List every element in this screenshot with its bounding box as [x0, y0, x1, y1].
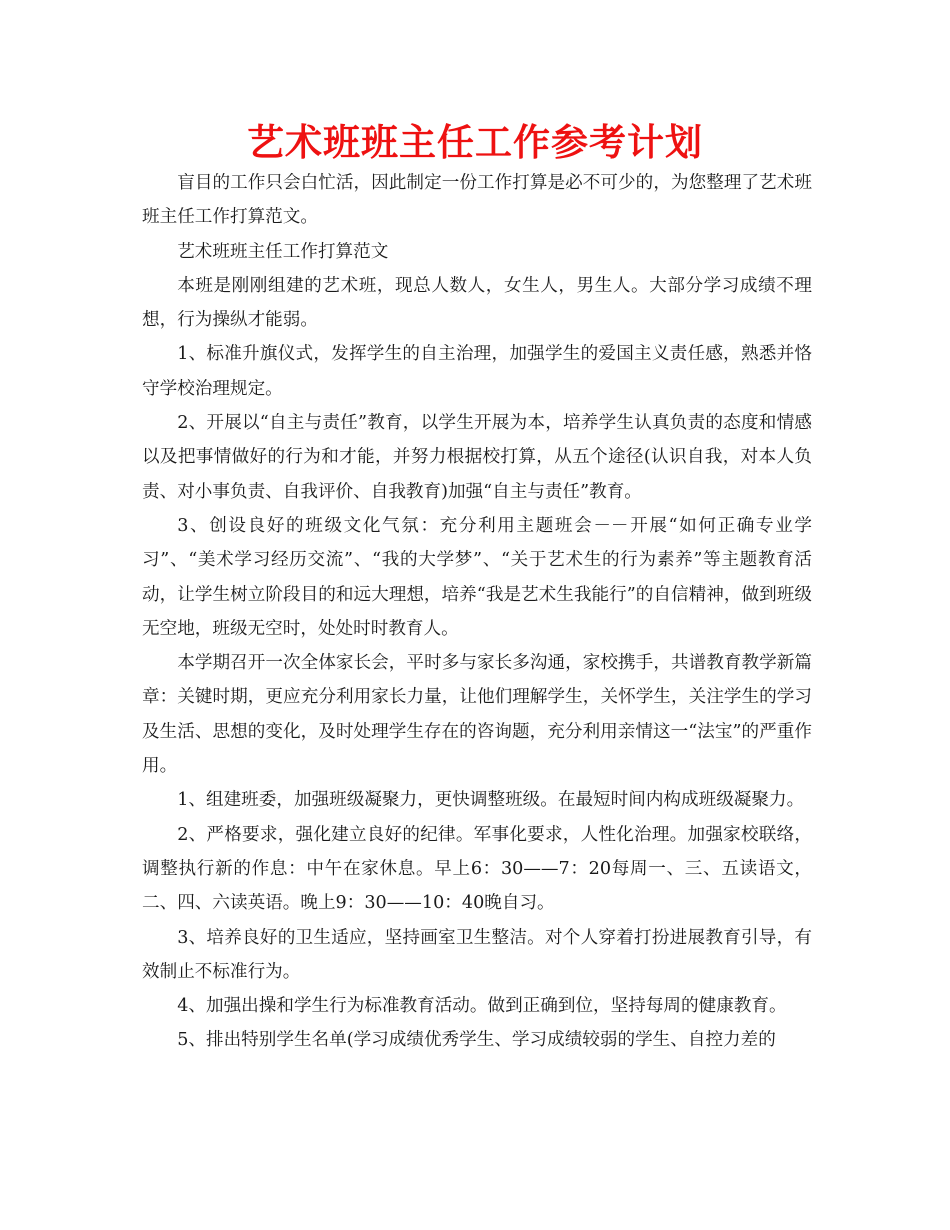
paragraph: 盲目的工作只会白忙活，因此制定一份工作打算是必不可少的，为您整理了艺术班班主任工作打算范文。 [142, 173, 812, 228]
document-body [142, 166, 812, 1058]
paragraph: 本学期召开一次全体家长会，平时多与家长多沟通，家校携手，共谱教育教学新篇章：关键时期，更应充分利用家长力量，让他们理解学生，关怀学生，关注学生的学习及生活、思想的变化，及时处理学生存在的咨询题，充分利用亲情这一“法宝”的严重作用。 [142, 653, 812, 777]
paragraph: 4、加强出操和学生行为标准教育活动。做到正确到位，坚持每周的健康教育。 [177, 996, 787, 1017]
paragraph: 2、开展以“自主与责任”教育，以学生开展为本，培养学生认真负责的态度和情感以及把事情做好的行为和才能，并努力根据校打算，从五个途径(认识自我，对本人负责、对小事负责、自我评价、自我教育)加强“自主与责任”教育。 [142, 413, 812, 502]
paragraph: 1、标准升旗仪式，发挥学生的自主治理，加强学生的爱国主义责任感，熟悉并恪守学校治理规定。 [142, 344, 812, 399]
paragraph: 艺术班班主任工作打算范文 [177, 241, 389, 262]
paragraph: 本班是刚刚组建的艺术班，现总人数人，女生人，男生人。大部分学习成绩不理想，行为操纵才能弱。 [142, 275, 812, 331]
paragraph: 3、创设良好的班级文化气氛：充分利用主题班会－－开展“如何正确专业学习”、“美术学习经历交流”、“我的大学梦”、“关于艺术生的行为素养”等主题教育活动，让学生树立阶段目的和远大理想，培养“我是艺术生我能行”的自信精神，做到班级无空地，班级无空时，处处时时教育人。 [142, 515, 812, 639]
paragraph: 3、培养良好的卫生适应，坚持画室卫生整洁。对个人穿着打扮进展教育引导，有效制止不标准行为。 [142, 927, 812, 982]
paragraph: 2、严格要求，强化建立良好的纪律。军事化要求，人性化治理。加强家校联络，调整执行新的作息：中午在家休息。早上6：30——7：20每周一、三、五读语文，二、四、六读英语。晚上9：30——10：40晚自习。 [142, 824, 812, 914]
document-title: 艺术班班主任工作参考计划 [247, 121, 703, 164]
paragraph: 1、组建班委，加强班级凝聚力，更快调整班级。在最短时间内构成班级凝聚力。 [177, 790, 805, 811]
paragraph: 5、排出特别学生名单(学习成绩优秀学生、学习成绩较弱的学生、自控力差的 [177, 1030, 776, 1051]
